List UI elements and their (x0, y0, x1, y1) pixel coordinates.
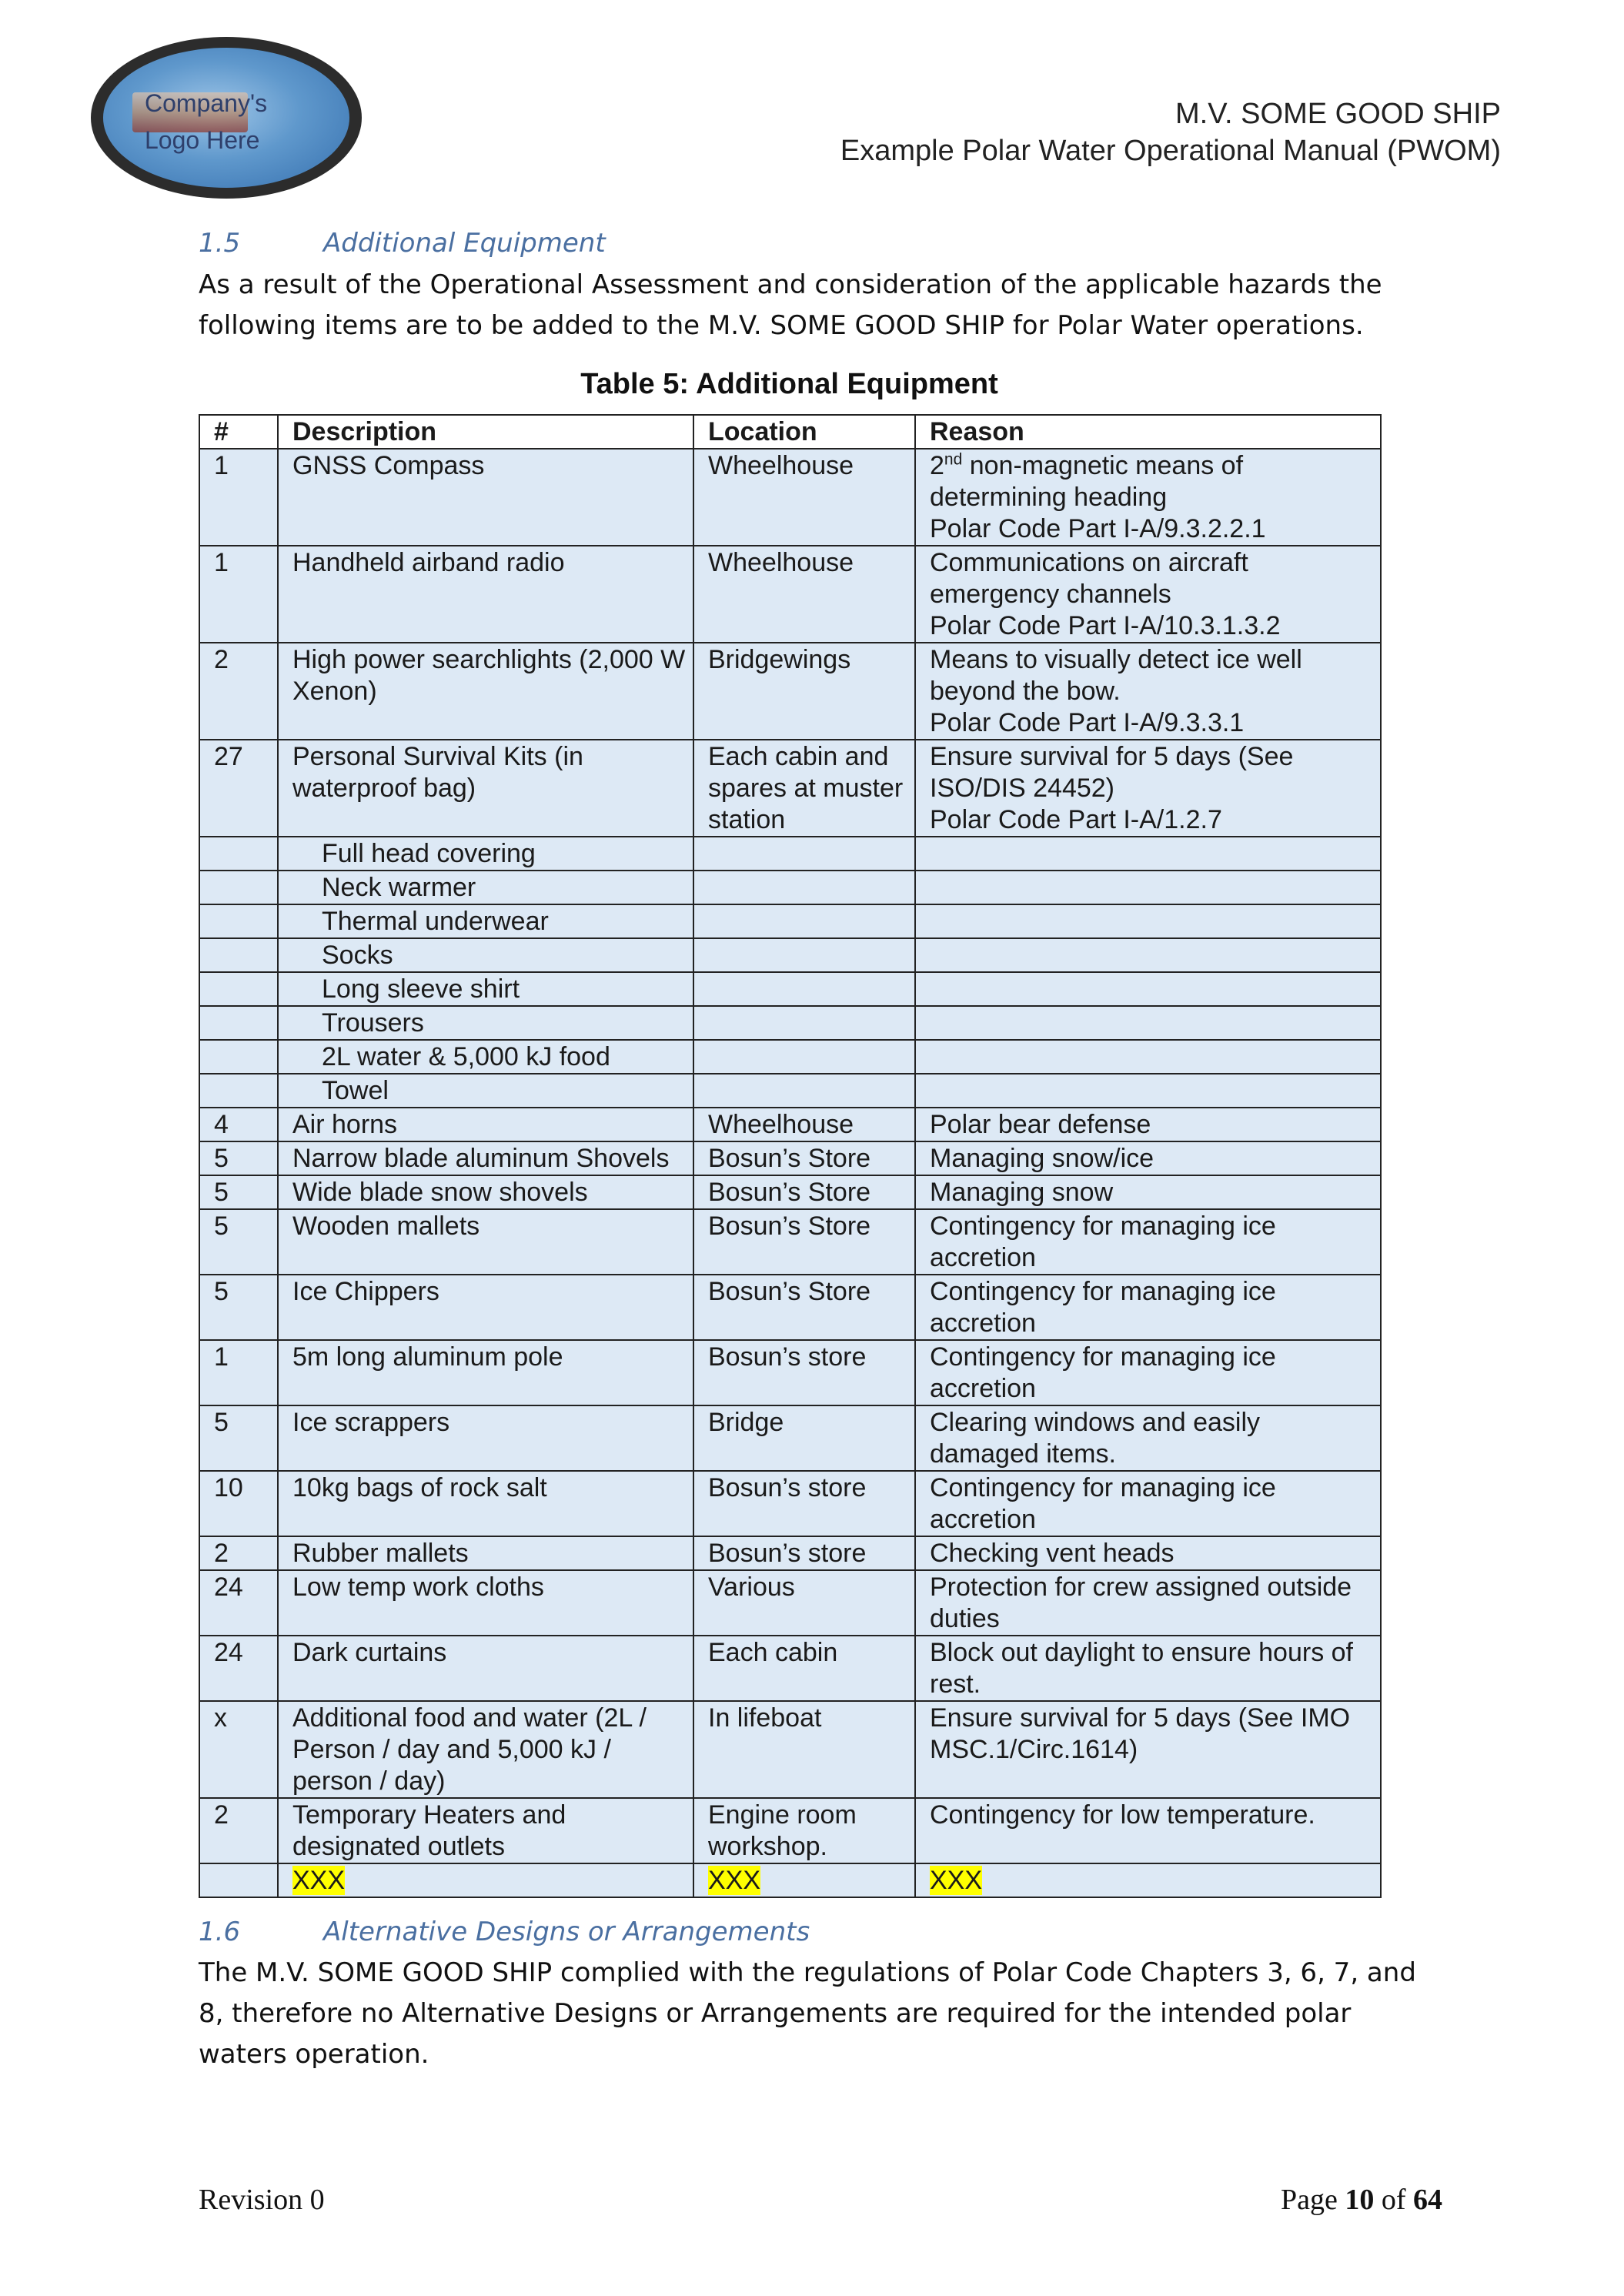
cell-location (693, 1209, 915, 1275)
company-logo (91, 37, 362, 199)
reason-line (930, 1865, 1375, 1897)
cell-description (278, 546, 693, 643)
table-row (199, 643, 1381, 740)
reason-line (930, 1538, 1375, 1569)
cell-reason (915, 1040, 1381, 1074)
reason-line (930, 1143, 1375, 1175)
qty-text: 5 (214, 1211, 229, 1241)
reason-text: Contingency for managing ice accretion (930, 1277, 1276, 1338)
description-text: Trousers (322, 1008, 424, 1038)
qty-text: x (214, 1703, 227, 1733)
qty-text: 27 (214, 742, 243, 771)
cell-reason (915, 643, 1381, 740)
cell-reason (915, 1141, 1381, 1175)
cell-description (278, 904, 693, 938)
table-row (199, 1340, 1381, 1405)
cell-qty (199, 643, 278, 740)
page-of: of (1374, 2184, 1413, 2216)
description-text: 10kg bags of rock salt (292, 1473, 547, 1502)
cell-reason (915, 1701, 1381, 1798)
section-title: Additional Equipment (323, 228, 606, 259)
cell-qty (199, 1471, 278, 1536)
table-row (199, 972, 1381, 1006)
reason-text: non-magnetic means of determining heading (930, 451, 1244, 512)
reason-text: Ensure survival for 5 days (See IMO MSC.1/Circ.1614) (930, 1703, 1351, 1764)
cell-description (278, 1570, 693, 1636)
reason-line (930, 1211, 1375, 1274)
location-text: Engine room workshop. (708, 1800, 857, 1861)
table-row (199, 1040, 1381, 1074)
location-text: Each cabin and spares at muster station (708, 742, 904, 834)
description-text: Long sleeve shirt (322, 974, 520, 1004)
cell-description (278, 1405, 693, 1471)
cell-location (693, 871, 915, 904)
cell-qty (199, 546, 278, 643)
cell-reason (915, 972, 1381, 1006)
location-text: In lifeboat (708, 1703, 822, 1733)
table-row (199, 1209, 1381, 1275)
cell-reason (915, 1175, 1381, 1209)
cell-description (278, 449, 693, 546)
cell-qty (199, 1536, 278, 1570)
qty-text: 2 (214, 1800, 229, 1830)
description-text: Low temp work cloths (292, 1572, 544, 1602)
section-heading-1-5 (199, 228, 606, 259)
location-text: Bosun’s Store (708, 1277, 871, 1306)
description-text: Air horns (292, 1110, 398, 1139)
cell-location (693, 1536, 915, 1570)
cell-reason (915, 1471, 1381, 1536)
description-text: 2L water & 5,000 kJ food (322, 1042, 610, 1071)
section-number: 1.5 (199, 228, 241, 259)
reason-text: Block out daylight to ensure hours of rest. (930, 1638, 1353, 1699)
reason-line (930, 1177, 1375, 1208)
section-1-5-body: As a result of the Operational Assessment and consideration of the applicable hazards the following items are to be added to the M.V. SOME GOOD SHIP for Polar Water operations. (199, 269, 1382, 341)
description-text: Wide blade snow shovels (292, 1178, 588, 1207)
page-current: 10 (1345, 2184, 1375, 2216)
reason-line (930, 1276, 1375, 1339)
location-text: Bosun’s Store (708, 1211, 871, 1241)
qty-text: 1 (214, 1342, 229, 1372)
regulation-reference: Polar Code Part I-A/9.3.2.2.1 (930, 514, 1266, 543)
cell-reason (915, 449, 1381, 546)
cell-description (278, 938, 693, 972)
description-text: Ice scrappers (292, 1408, 450, 1437)
cell-description (278, 740, 693, 837)
description-text: Handheld airband radio (292, 548, 565, 577)
cell-reason (915, 837, 1381, 871)
table-row (199, 740, 1381, 837)
description-text: Dark curtains (292, 1638, 447, 1667)
reason-line (930, 1572, 1375, 1635)
cell-reason (915, 740, 1381, 837)
description-text: XXX (292, 1866, 346, 1895)
cell-location (693, 1471, 915, 1536)
cell-description (278, 1340, 693, 1405)
reason-line (930, 644, 1375, 707)
reason-text: Managing snow/ice (930, 1144, 1155, 1173)
cell-description (278, 643, 693, 740)
reason-text: Contingency for low temperature. (930, 1800, 1315, 1830)
page-number (1281, 2183, 1442, 2217)
reason-text: Contingency for managing ice accretion (930, 1342, 1276, 1403)
cell-location (693, 1108, 915, 1141)
cell-location (693, 1863, 915, 1897)
manual-title: Example Polar Water Operational Manual (PWOM) (840, 135, 1501, 167)
cell-qty (199, 1074, 278, 1108)
section-heading-1-6 (199, 1917, 810, 1947)
cell-reason (915, 1570, 1381, 1636)
cell-location (693, 1701, 915, 1798)
cell-description (278, 1471, 693, 1536)
reason-line (930, 1800, 1375, 1831)
qty-text: 24 (214, 1572, 243, 1602)
qty-text: 5 (214, 1178, 229, 1207)
regulation-reference: Polar Code Part I-A/9.3.3.1 (930, 708, 1245, 737)
cell-qty (199, 904, 278, 938)
cell-location (693, 972, 915, 1006)
description-text: Neck warmer (322, 873, 476, 902)
cell-location (693, 1040, 915, 1074)
description-text: High power searchlights (2,000 W Xenon) (292, 645, 686, 706)
reason-line (930, 1109, 1375, 1141)
cell-qty (199, 1209, 278, 1275)
cell-description (278, 1636, 693, 1701)
logo-text-line2: Logo Here (145, 126, 260, 154)
page-header (840, 95, 1501, 169)
description-text: Ice Chippers (292, 1277, 439, 1306)
reason-text: Contingency for managing ice accretion (930, 1211, 1276, 1272)
location-text: Each cabin (708, 1638, 838, 1667)
location-text: Wheelhouse (708, 451, 854, 480)
qty-text: 2 (214, 645, 229, 674)
cell-location (693, 1074, 915, 1108)
cell-location (693, 1340, 915, 1405)
cell-location (693, 938, 915, 972)
reason-text: Managing snow (930, 1178, 1114, 1207)
qty-text: 10 (214, 1473, 243, 1502)
column-header-qty: # (199, 415, 278, 449)
reason-line (930, 1407, 1375, 1470)
revision-label: Revision 0 (199, 2184, 325, 2216)
table-row (199, 837, 1381, 871)
cell-qty (199, 1141, 278, 1175)
table-row (199, 904, 1381, 938)
qty-text: 1 (214, 548, 229, 577)
cell-qty (199, 938, 278, 972)
location-text: Various (708, 1572, 795, 1602)
description-text: Personal Survival Kits (in waterproof bag) (292, 742, 583, 803)
table-row (199, 1536, 1381, 1570)
table-row (199, 1074, 1381, 1108)
reason-text: Means to visually detect ice well beyond the bow. (930, 645, 1302, 706)
table-body (199, 449, 1381, 1897)
section-title: Alternative Designs or Arrangements (323, 1917, 810, 1947)
description-text: Rubber mallets (292, 1539, 469, 1568)
cell-description (278, 1108, 693, 1141)
cell-description (278, 837, 693, 871)
table-caption: Table 5: Additional Equipment (580, 368, 998, 400)
section-number: 1.6 (199, 1917, 241, 1947)
table-row (199, 1471, 1381, 1536)
cell-qty (199, 1863, 278, 1897)
cell-location (693, 643, 915, 740)
reason-line (930, 1472, 1375, 1536)
cell-description (278, 1074, 693, 1108)
cell-description (278, 1863, 693, 1897)
reason-line (930, 547, 1375, 610)
cell-qty (199, 1636, 278, 1701)
cell-reason (915, 1636, 1381, 1701)
cell-qty (199, 871, 278, 904)
table-row (199, 1798, 1381, 1863)
qty-text: 4 (214, 1110, 229, 1139)
table-row (199, 1570, 1381, 1636)
cell-description (278, 1141, 693, 1175)
reason-prefix: 2 (930, 451, 944, 480)
ship-name: M.V. SOME GOOD SHIP (1175, 98, 1501, 130)
table-row (199, 1863, 1381, 1897)
column-header-reason: Reason (915, 415, 1381, 449)
qty-text: 5 (214, 1408, 229, 1437)
description-text: Temporary Heaters and designated outlets (292, 1800, 566, 1861)
cell-reason (915, 871, 1381, 904)
location-text: Bosun’s Store (708, 1178, 871, 1207)
cell-reason (915, 904, 1381, 938)
column-header-location: Location (693, 415, 915, 449)
location-text: Bosun’s store (708, 1473, 867, 1502)
table-row (199, 1108, 1381, 1141)
cell-location (693, 1175, 915, 1209)
table-row (199, 1006, 1381, 1040)
reason-line (930, 1342, 1375, 1405)
reason-line (930, 1703, 1375, 1766)
cell-location (693, 1405, 915, 1471)
qty-text: 1 (214, 451, 229, 480)
cell-qty (199, 1275, 278, 1340)
reason-text: Polar bear defense (930, 1110, 1151, 1139)
table-row (199, 871, 1381, 904)
qty-text: 5 (214, 1144, 229, 1173)
cell-qty (199, 1798, 278, 1863)
cell-description (278, 1040, 693, 1074)
table-row (199, 1701, 1381, 1798)
cell-location (693, 1141, 915, 1175)
description-text: 5m long aluminum pole (292, 1342, 563, 1372)
cell-location (693, 1275, 915, 1340)
cell-qty (199, 837, 278, 871)
regulation-reference: Polar Code Part I-A/10.3.1.3.2 (930, 611, 1281, 640)
cell-reason (915, 1536, 1381, 1570)
qty-text: 24 (214, 1638, 243, 1667)
cell-description (278, 1209, 693, 1275)
location-text: Bosun’s Store (708, 1144, 871, 1173)
description-text: Full head covering (322, 839, 536, 868)
cell-description (278, 972, 693, 1006)
cell-reason (915, 1108, 1381, 1141)
table-header-row (199, 415, 1381, 449)
regulation-reference: Polar Code Part I-A/1.2.7 (930, 805, 1222, 834)
location-text: Wheelhouse (708, 1110, 854, 1139)
table-row (199, 938, 1381, 972)
page-total: 64 (1413, 2184, 1442, 2216)
location-text: Bosun’s store (708, 1539, 867, 1568)
location-text: Bridgewings (708, 645, 851, 674)
table-row (199, 546, 1381, 643)
description-text: Towel (322, 1076, 389, 1105)
cell-location (693, 1798, 915, 1863)
description-text: Additional food and water (2L / Person / day and 5,000 kJ / person / day) (292, 1703, 647, 1796)
cell-location (693, 837, 915, 871)
reason-text: Ensure survival for 5 days (See ISO/DIS 24452) (930, 742, 1294, 803)
description-text: Wooden mallets (292, 1211, 480, 1241)
additional-equipment-table (199, 414, 1382, 1898)
cell-description (278, 1701, 693, 1798)
cell-qty (199, 1701, 278, 1798)
cell-reason (915, 546, 1381, 643)
logo-placeholder-text (145, 85, 329, 159)
reason-line (930, 1637, 1375, 1700)
cell-qty (199, 972, 278, 1006)
cell-qty (199, 1405, 278, 1471)
table-row (199, 1175, 1381, 1209)
cell-reason (915, 1405, 1381, 1471)
table-row (199, 1141, 1381, 1175)
reason-text: Communications on aircraft emergency channels (930, 548, 1248, 609)
cell-description (278, 1798, 693, 1863)
cell-qty (199, 1006, 278, 1040)
qty-text: 5 (214, 1277, 229, 1306)
description-text: Narrow blade aluminum Shovels (292, 1144, 670, 1173)
cell-reason (915, 1275, 1381, 1340)
cell-location (693, 546, 915, 643)
reason-text: Contingency for managing ice accretion (930, 1473, 1276, 1534)
cell-location (693, 740, 915, 837)
qty-text: 2 (214, 1539, 229, 1568)
table-row (199, 1636, 1381, 1701)
cell-description (278, 1536, 693, 1570)
cell-qty (199, 1340, 278, 1405)
location-text: Wheelhouse (708, 548, 854, 577)
reason-text: Protection for crew assigned outside duties (930, 1572, 1352, 1633)
reason-text: Checking vent heads (930, 1539, 1175, 1568)
cell-description (278, 1175, 693, 1209)
cell-location (693, 1006, 915, 1040)
cell-qty (199, 449, 278, 546)
cell-reason (915, 1209, 1381, 1275)
description-text: Thermal underwear (322, 907, 549, 936)
reason-superscript: nd (944, 450, 963, 469)
reason-line (930, 741, 1375, 804)
cell-qty (199, 740, 278, 837)
table-row (199, 1405, 1381, 1471)
cell-reason (915, 1006, 1381, 1040)
reason-text: XXX (930, 1866, 983, 1895)
location-text: Bosun’s store (708, 1342, 867, 1372)
description-text: Socks (322, 941, 393, 970)
table-row (199, 1275, 1381, 1340)
column-header-description: Description (278, 415, 693, 449)
description-text: GNSS Compass (292, 451, 485, 480)
cell-location (693, 904, 915, 938)
cell-qty (199, 1570, 278, 1636)
cell-qty (199, 1040, 278, 1074)
location-text: Bridge (708, 1408, 784, 1437)
cell-qty (199, 1108, 278, 1141)
page-prefix: Page (1280, 2184, 1345, 2216)
reason-line (930, 450, 1375, 513)
logo-text-line1: Company's (145, 89, 268, 117)
cell-location (693, 449, 915, 546)
cell-reason (915, 938, 1381, 972)
cell-description (278, 1275, 693, 1340)
cell-reason (915, 1863, 1381, 1897)
cell-description (278, 871, 693, 904)
location-text: XXX (708, 1866, 761, 1895)
section-1-6-body: The M.V. SOME GOOD SHIP complied with the regulations of Polar Code Chapters 3, 6, 7, and 8, therefore no Alternative Designs or Arrangements are required for the intended polar waters operation. (199, 1957, 1416, 2070)
cell-reason (915, 1798, 1381, 1863)
cell-description (278, 1006, 693, 1040)
cell-location (693, 1570, 915, 1636)
table-row (199, 449, 1381, 546)
reason-text: Clearing windows and easily damaged items. (930, 1408, 1261, 1469)
cell-location (693, 1636, 915, 1701)
cell-qty (199, 1175, 278, 1209)
cell-reason (915, 1340, 1381, 1405)
cell-reason (915, 1074, 1381, 1108)
